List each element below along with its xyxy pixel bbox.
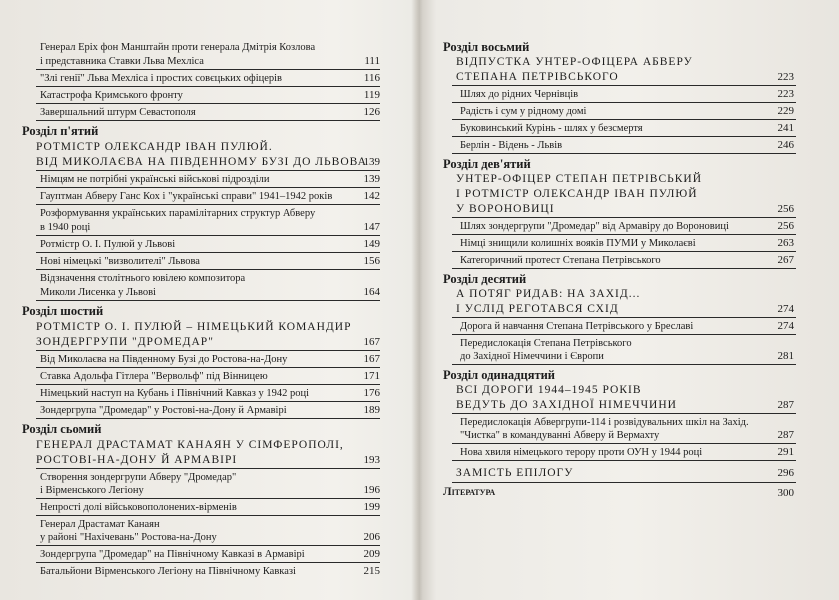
toc-page-number: 256 <box>777 203 794 215</box>
divider <box>452 102 796 103</box>
chapter-title: ВЕДУТЬ ДО ЗАХІДНОЇ НІМЕЧЧИНИ <box>456 399 677 411</box>
divider <box>452 153 796 154</box>
divider <box>452 136 796 137</box>
toc-page-number: 111 <box>364 55 380 67</box>
toc-entry: Радість і сум у рідному домі <box>460 106 587 117</box>
toc-page-number: 139 <box>363 156 380 168</box>
toc-page-number: 256 <box>777 220 794 232</box>
toc-entry: Німці знищили колишніх вояків ПУМИ у Миколаєві <box>460 238 696 249</box>
chapter-heading: Розділ восьмий <box>443 40 530 54</box>
divider <box>36 384 380 385</box>
toc-page-number: 142 <box>363 190 380 202</box>
toc-entry: Завершальний штурм Севастополя <box>40 107 196 118</box>
toc-entry: Генерал Драстамат Канаян <box>40 519 160 530</box>
divider <box>452 251 796 252</box>
toc-page-number: 215 <box>363 565 380 577</box>
toc-entry: Розформування українських парамілітарних структур Абверу <box>40 208 316 219</box>
toc-entry: Німецький наступ на Кубань і Північний Кавказ у 1942 році <box>40 388 310 399</box>
divider <box>36 204 380 205</box>
divider <box>36 170 380 171</box>
toc-entry: Дорога й навчання Степана Петрівського у Бреславі <box>460 321 694 332</box>
toc-entry: "Злі генії" Льва Мехліса і простих совєцьких офіцерів <box>40 73 283 84</box>
toc-page-number: 126 <box>363 106 380 118</box>
toc-entry: Миколи Лисенка у Львові <box>40 287 156 298</box>
toc-entry: Батальйони Вірменського Легіону на Північному Кавказі <box>40 566 296 577</box>
divider <box>36 468 380 469</box>
chapter-heading: Розділ дев'ятий <box>443 157 531 171</box>
chapter-heading: Розділ п'ятий <box>22 124 99 138</box>
toc-page-number: 296 <box>777 467 794 479</box>
divider <box>452 482 796 483</box>
toc-page-number: 274 <box>777 303 794 315</box>
chapter-title: ГЕНЕРАЛ ДРАСТАМАТ КАНАЯН У СІМФЕРОПОЛІ, <box>36 439 344 451</box>
toc-page-number: 263 <box>777 237 794 249</box>
divider <box>36 367 380 368</box>
divider <box>36 498 380 499</box>
divider <box>36 120 380 121</box>
toc-page-number: 116 <box>363 72 380 84</box>
chapter-title: І УСЛІД РЕГОТАВСЯ СХІД <box>456 303 619 315</box>
toc-entry: Ставка Адольфа Гітлера "Вервольф" під Вінницею <box>40 371 268 382</box>
toc-entry: Шлях до рідних Чернівців <box>460 89 579 100</box>
toc-entry: в 1940 році <box>40 222 91 233</box>
toc-entry: Від Миколаєва на Південному Бузі до Ростова-на-Дону <box>40 354 288 365</box>
toc-entry: Непрості долі військовополонених-вірменів <box>40 502 237 513</box>
divider <box>452 460 796 461</box>
toc-page-number: 246 <box>777 139 794 151</box>
toc-page-number: 189 <box>363 404 380 416</box>
divider <box>452 334 796 335</box>
toc-entry: Гауптман Абверу Ганс Кох і "українські справи" 1941–1942 років <box>40 191 333 202</box>
toc-entry: Катастрофа Кримського фронту <box>40 90 183 101</box>
toc-entry: Категоричний протест Степана Петрівського <box>460 255 661 266</box>
toc-page-number: 164 <box>363 286 380 298</box>
chapter-title: УНТЕР-ОФІЦЕР СТЕПАН ПЕТРІВСЬКИЙ <box>456 173 702 185</box>
toc-page-number: 300 <box>777 487 794 499</box>
divider <box>36 350 380 351</box>
divider <box>36 103 380 104</box>
toc-entry: Шлях зондергрупи "Дромедар" від Армавіру до Вороновиці <box>460 221 729 232</box>
divider <box>452 364 796 365</box>
divider <box>452 317 796 318</box>
toc-page-number: 147 <box>363 221 380 233</box>
toc-entry: Німцям не потрібні українські військові підрозділи <box>40 174 270 185</box>
divider <box>452 413 796 414</box>
chapter-title: ВСІ ДОРОГИ 1944–1945 РОКІВ <box>456 384 642 396</box>
toc-entry: і представника Ставки Льва Мехліса <box>40 56 204 67</box>
chapter-title: ЗОНДЕРГРУПИ "ДРОМЕДАР" <box>36 336 214 348</box>
toc-page-number: 199 <box>363 501 380 513</box>
toc-entry: до Західної Німеччини і Європи <box>460 351 604 362</box>
chapter-title: РОСТОВІ-НА-ДОНУ Й АРМАВІРІ <box>36 454 238 466</box>
divider <box>452 268 796 269</box>
toc-page-number: 196 <box>363 484 380 496</box>
toc-page-number: 167 <box>363 336 380 348</box>
chapter-heading: Розділ шостий <box>22 304 104 318</box>
divider <box>36 235 380 236</box>
toc-entry: Ротмістр О. І. Пулюй у Львові <box>40 239 176 250</box>
divider <box>36 187 380 188</box>
toc-page-number: 206 <box>363 531 380 543</box>
toc-page-number: 229 <box>777 105 794 117</box>
divider <box>36 515 380 516</box>
toc-entry: у районі "Нахічевань" Ростова-на-Дону <box>40 532 217 543</box>
toc-page-number: 274 <box>777 320 794 332</box>
divider <box>36 252 380 253</box>
divider <box>452 119 796 120</box>
toc-page-number: 193 <box>363 454 380 466</box>
chapter-title: СТЕПАНА ПЕТРІВСЬКОГО <box>456 71 619 83</box>
toc-page-number: 171 <box>363 370 380 382</box>
divider <box>36 401 380 402</box>
toc-entry: Буковинський Курінь - шлях у безсмертя <box>460 123 643 134</box>
toc-page-number: 139 <box>363 173 380 185</box>
chapter-title: ВІДПУСТКА УНТЕР-ОФІЦЕРА АБВЕРУ <box>456 56 693 68</box>
chapter-title: І РОТМІСТР ОЛЕКСАНДР ІВАН ПУЛЮЙ <box>456 188 698 200</box>
divider <box>36 545 380 546</box>
toc-entry: Передислокація Степана Петрівського <box>460 338 632 349</box>
toc-entry: "Чистка" в командуванні Абверу й Вермахту <box>460 430 660 441</box>
toc-page-number: 149 <box>363 238 380 250</box>
divider <box>452 85 796 86</box>
divider <box>36 86 380 87</box>
toc-entry: Генерал Еріх фон Манштайн проти генерала Дмітрія Козлова <box>40 42 316 53</box>
toc-page-number: 267 <box>777 254 794 266</box>
toc-entry: Передислокація Абвергрупи-114 і розвідувальних шкіл на Захід. <box>460 417 749 428</box>
toc-entry: Зондергрупа "Дромедар" у Ростові-на-Дону й Армавірі <box>40 405 287 416</box>
divider <box>36 418 380 419</box>
divider <box>36 562 380 563</box>
chapter-title: У ВОРОНОВИЦІ <box>456 203 555 215</box>
chapter-title: ВІД МИКОЛАЄВА НА ПІВДЕННОМУ БУЗІ ДО ЛЬВОВА <box>36 156 367 168</box>
chapter-heading: Розділ одинадцятий <box>443 368 556 382</box>
divider <box>452 217 796 218</box>
toc-entry: Нова хвиля німецького терору проти ОУН у 1944 році <box>460 447 703 458</box>
divider <box>36 269 380 270</box>
chapter-title: РОТМІСТР О. І. ПУЛЮЙ – НІМЕЦЬКИЙ КОМАНДИР <box>36 321 352 333</box>
divider <box>452 443 796 444</box>
literature-heading: Література <box>443 486 496 498</box>
divider <box>452 234 796 235</box>
toc-page-number: 119 <box>363 89 380 101</box>
toc-entry: Берлін - Відень - Львів <box>460 140 563 151</box>
toc-page-number: 287 <box>777 429 794 441</box>
chapter-heading: Розділ сьомий <box>22 422 102 436</box>
toc-entry: Нові німецькі "визволителі" Львова <box>40 256 200 267</box>
divider <box>36 300 380 301</box>
chapter-title: А ПОТЯГ РИДАВ: НА ЗАХІД... <box>456 288 641 300</box>
toc-page-number: 167 <box>363 353 380 365</box>
toc-page-number: 241 <box>777 122 794 134</box>
toc-page-number: 287 <box>777 399 794 411</box>
toc-page-number: 291 <box>777 446 794 458</box>
toc-entry: і Вірменського Легіону <box>40 485 144 496</box>
toc-entry: Відзначення столітнього ювілею композитора <box>40 273 246 284</box>
epilogue-title: ЗАМІСТЬ ЕПІЛОГУ <box>456 467 574 479</box>
toc-page-number: 223 <box>777 88 794 100</box>
toc-page-number: 223 <box>777 71 794 83</box>
toc-entry: Зондергрупа "Дромедар" на Північному Кавказі в Армавірі <box>40 549 305 560</box>
chapter-heading: Розділ десятий <box>443 272 527 286</box>
toc-page-number: 156 <box>363 255 380 267</box>
toc-page-number: 176 <box>363 387 380 399</box>
toc-page-number: 209 <box>363 548 380 560</box>
toc-page-number: 281 <box>777 350 794 362</box>
chapter-title: РОТМІСТР ОЛЕКСАНДР ІВАН ПУЛЮЙ. <box>36 141 273 153</box>
divider <box>36 69 380 70</box>
toc-entry: Створення зондергрупи Абверу "Дромедар" <box>40 472 237 483</box>
